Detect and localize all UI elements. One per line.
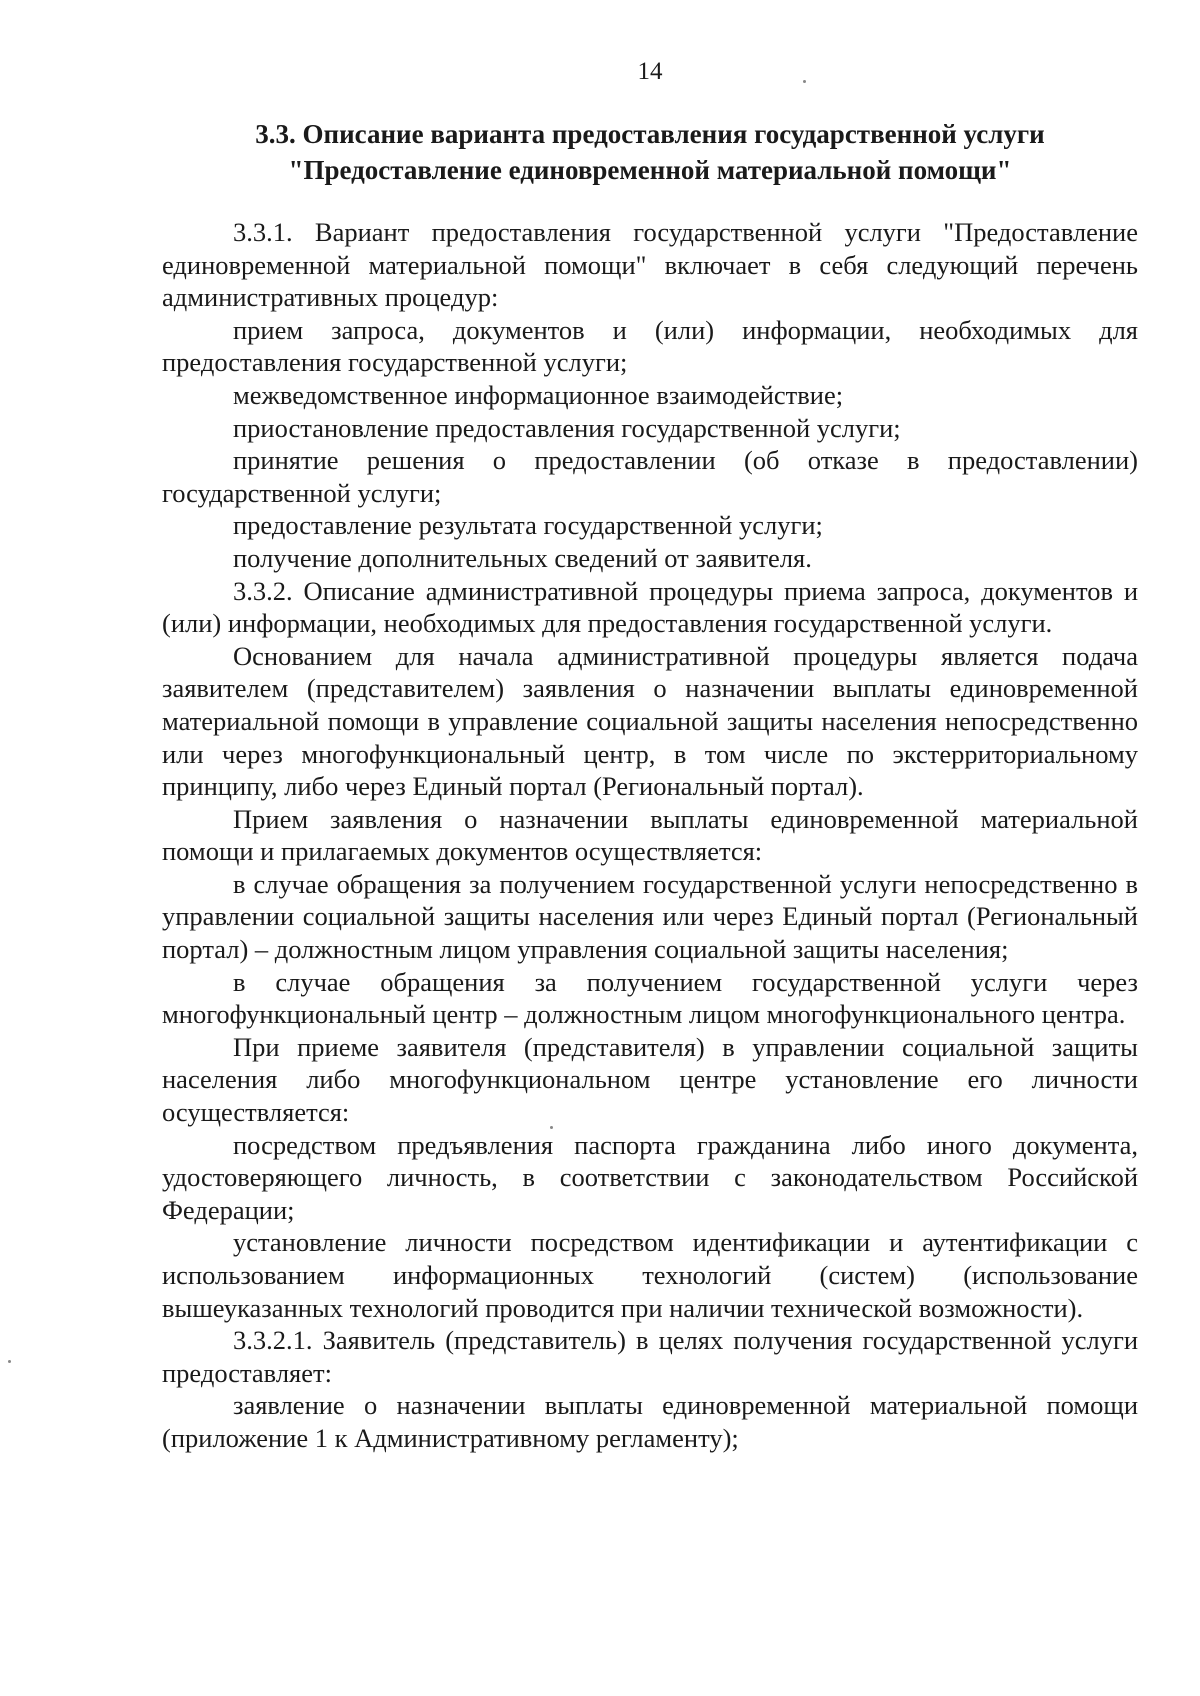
page-number: 14 (637, 58, 663, 85)
list-item-procedure: получение дополнительных сведений от заявителя. (233, 542, 812, 573)
list-item: в случае обращения за получением государственной услуги непосредственно в управлении социальной защиты населения или через Единый портал (Региональный портал) – должностным лицом управления социальной защиты населения; (162, 868, 1138, 965)
section-title (162, 116, 1138, 188)
list-item: в случае обращения за получением государственной услуги через многофункциональный центр – должностным лицом многофункционального центра. (162, 966, 1138, 1030)
paragraph-3-3-1: 3.3.1. Вариант предоставления государственной услуги "Предоставление единовременной материальной помощи" включает в себя следующий перечень административных процедур: (162, 217, 1138, 313)
list-item: заявление о назначении выплаты единовременной материальной помощи (приложение 1 к Административному регламенту); (162, 1390, 1138, 1453)
paragraph: Прием заявления о назначении выплаты единовременной материальной помощи и прилагаемых документов осуществляется: (162, 803, 1138, 867)
scan-speck (8, 1360, 11, 1363)
list-item: посредством предъявления паспорта гражданина либо иного документа, удостоверяющего личность, в соответствии с законодательством Российской Федерации; (162, 1129, 1138, 1225)
section-title-line-2: "Предоставление единовременной материальной помощи" (288, 155, 1012, 185)
list-item-procedure: прием запроса, документов и (или) информации, необходимых для предоставления государственной услуги; (162, 314, 1138, 378)
paragraph: Основанием для начала административной процедуры является подача заявителем (представителем) заявления о назначении выплаты единовременной материальной помощи в управление социальной защиты населения непосредственно или через многофункциональный центр, в том числе по экстерриториальному принципу, либо через Единый портал (Региональный портал). (162, 640, 1138, 802)
list-item: установление личности посредством идентификации и аутентификации с использованием информационных технологий (систем) (использование вышеуказанных технологий проводится при наличии технической возможности). (162, 1227, 1138, 1323)
list-item-procedure: приостановление предоставления государственной услуги; (233, 412, 901, 443)
list-item-procedure: предоставление результата государственной услуги; (233, 510, 823, 541)
section-title-line-1: 3.3. Описание варианта предоставления государственной услуги (255, 119, 1045, 149)
paragraph-3-3-2-1: 3.3.2.1. Заявитель (представитель) в целях получения государственной услуги предоставляет: (162, 1325, 1138, 1388)
paragraph: При приеме заявителя (представителя) в управлении социальной защиты населения либо многофункциональном центре установление его личности осуществляется: (162, 1031, 1138, 1128)
paragraph-3-3-2: 3.3.2. Описание административной процедуры приема запроса, документов и (или) информации, необходимых для предоставления государственной услуги. (162, 575, 1138, 639)
body-text (162, 216, 1138, 1455)
list-item-procedure: принятие решения о предоставлении (об отказе в предоставлении) государственной услуги; (162, 445, 1138, 508)
list-item-procedure: межведомственное информационное взаимодействие; (233, 379, 844, 410)
scan-speck (803, 80, 806, 83)
scan-speck (550, 1126, 553, 1129)
